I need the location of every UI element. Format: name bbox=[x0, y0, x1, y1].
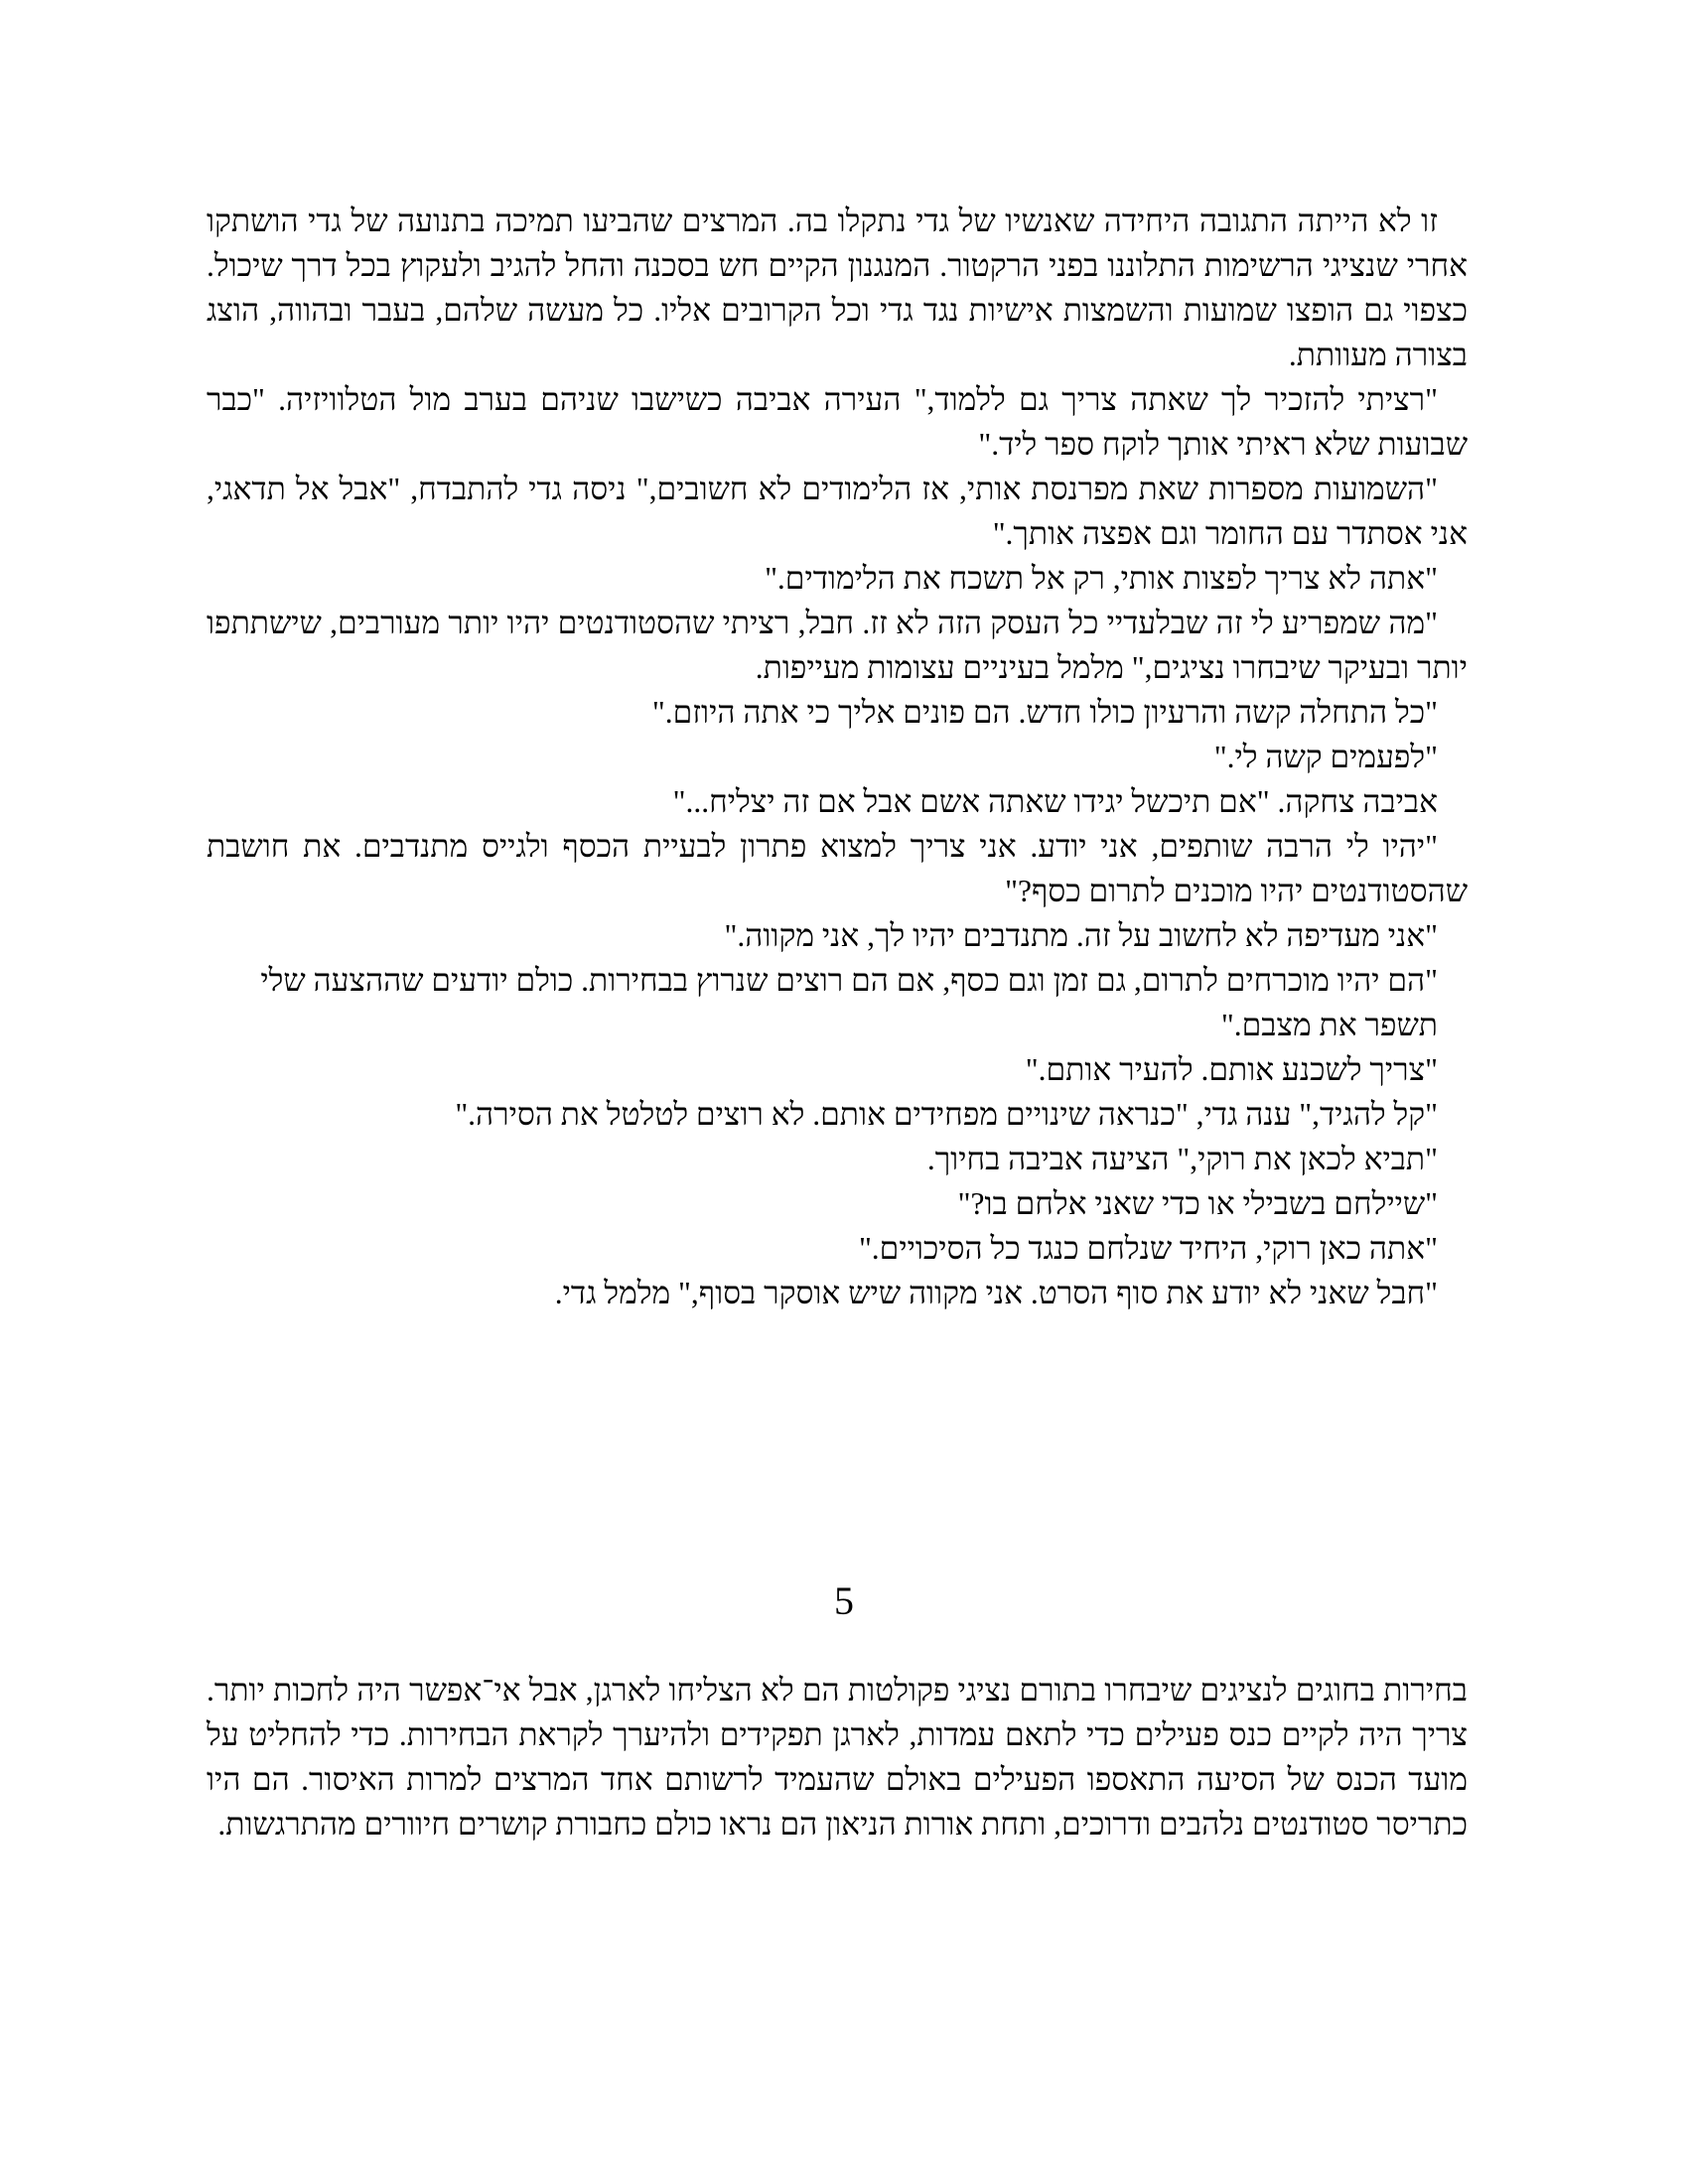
paragraph-9: "יהיו לי הרבה שותפים, אני יודע. אני צריך למצוא פתרון לבעיית הכסף ולגייס מתנדבים. את חושבת שהסטודנטים יהיו מוכנים לתרום כסף?" bbox=[207, 829, 1468, 908]
paragraph-8: אביבה צחקה. "אם תיכשל יגידו שאתה אשם אבל אם זה יצליח..." bbox=[672, 784, 1438, 819]
paragraph-3: "השמועות מספרות שאת מפרנסת אותי, אז הלימודים לא חשובים," ניסה גדי להתבדח, "אבל אל תדאגי, אני אסתדר עם החומר וגם אפצה אותך." bbox=[207, 472, 1468, 551]
chapter-body bbox=[207, 1668, 1468, 1846]
paragraph-2: "רציתי להזכיר לך שאתה צריך גם ללמוד," העירה אביבה כשישבו שניהם בערב מול הטלוויזיה. "כבר שבועות שלא ראיתי אותך לוקח ספר ליד." bbox=[207, 382, 1468, 462]
chapter-paragraph: בחירות בחוגים לנציגים שיבחרו בתורם נציגי פקולטות הם לא הצליחו לארגן, אבל אי־אפשר היה לחכות יותר. צריך היה לקיים כנס פעילים כדי לתאם עמדות, לארגן תפקידים ולהיערך לקראת הבחירות. כדי להחליט על מועד הכנס של הסיעה התאספו הפעילים באולם שהעמיד לרשותם אחד המרצים למרות האיסור. הם היו כתריסר סטודנטים נלהבים ודרוכים, ותחת אורות הניאון הם נראו כולם כחבורת קושרים חיוורים מהתרגשות. bbox=[207, 1673, 1468, 1842]
paragraph-16: "אתה כאן רוקי, היחיד שנלחם כנגד כל הסיכויים." bbox=[858, 1231, 1438, 1266]
paragraph-17: "חבל שאני לא יודע את סוף הסרט. אני מקווה שיש אוסקר בסוף," מלמל גדי. bbox=[554, 1276, 1438, 1310]
paragraph-6: "כל התחלה קשה והרעיון כולו חדש. הם פונים אליך כי אתה היוזם." bbox=[651, 695, 1438, 730]
chapter-number: 5 bbox=[834, 1578, 854, 1623]
paragraph-14: "תביא לכאן את רוקי," הציעה אביבה בחיוך. bbox=[926, 1142, 1438, 1176]
paragraph-5: "מה שמפריע לי זה שבלעדיי כל העסק הזה לא זז. חבל, רציתי שהסטודנטים יהיו יותר מעורבים, שישתתפו יותר ובעיקר שיבחרו נציגים," מלמל בעיניים עצומות מעייפות. bbox=[207, 606, 1468, 685]
paragraph-1: זו לא הייתה התגובה היחידה שאנשיו של גדי נתקלו בה. המרצים שהביעו תמיכה בתנועה של גדי הושתקו אחרי שנציגי הרשימות התלוננו בפני הרקטור. המנגנון הקיים חש בסכנה והחל להגיב ולעקוץ בכל דרך שיכול. כצפוי גם הופצו שמועות והשמצות אישיות נגד גדי וכל הקרובים אליו. כל מעשה שלהם, בעבר ובהווה, הוצג בצורה מעוותת. bbox=[207, 204, 1468, 372]
paragraph-13: "קל להגיד," ענה גדי, "כנראה שינויים מפחידים אותם. לא רוצים לטלטל את הסירה." bbox=[455, 1097, 1438, 1132]
page-body bbox=[207, 199, 1468, 1315]
paragraph-4: "אתה לא צריך לפצות אותי, רק אל תשכח את הלימודים." bbox=[765, 561, 1438, 596]
paragraph-15: "שיילחם בשבילי או כדי שאני אלחם בו?" bbox=[957, 1186, 1438, 1221]
paragraph-12: "צריך לשכנע אותם. להעיר אותם." bbox=[1025, 1052, 1438, 1087]
paragraph-11: "הם יהיו מוכרחים לתרום, גם זמן וגם כסף, אם הם רוצים שנרוץ בבחירות. כולם יודעים שההצעה שלי תשפר את מצבם." bbox=[260, 963, 1438, 1042]
paragraph-10: "אני מעדיפה לא לחשוב על זה. מתנדבים יהיו לך, אני מקווה." bbox=[724, 918, 1438, 953]
paragraph-7: "לפעמים קשה לי." bbox=[1213, 740, 1438, 774]
